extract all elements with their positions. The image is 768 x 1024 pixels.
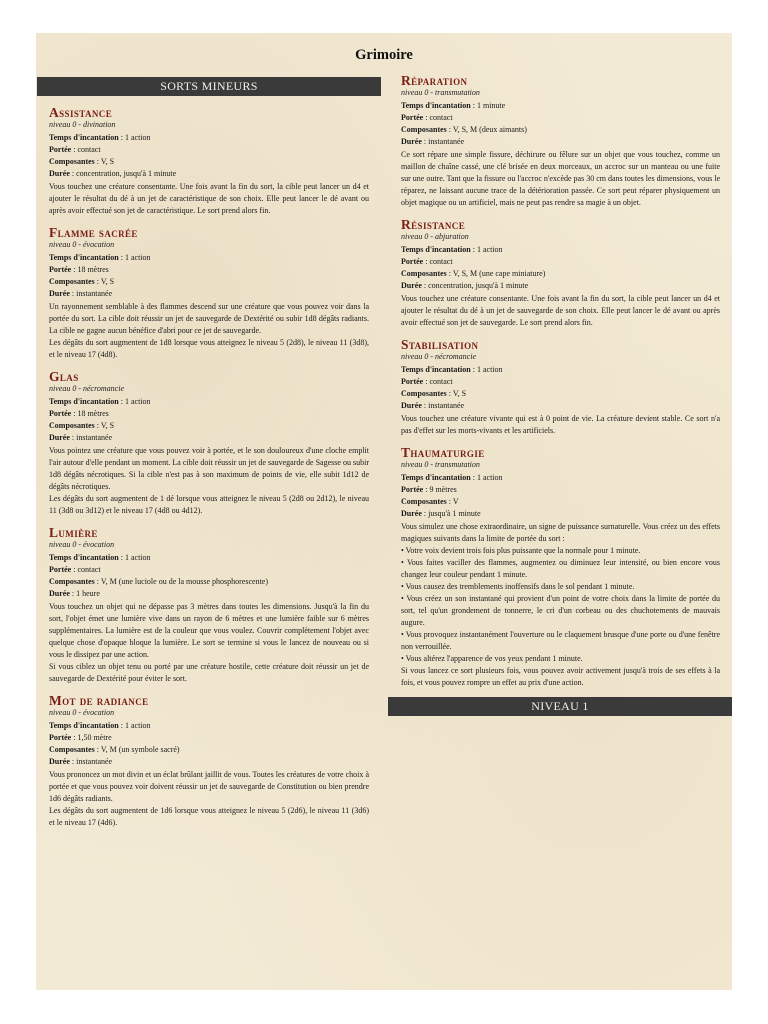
spell-components-value: V, S: [100, 157, 115, 166]
spell-duration: Durée : instantanée: [49, 757, 113, 766]
spell-components: Composantes : V, M (un symbole sacré): [49, 745, 180, 754]
spell-duration-label: Durée: [49, 169, 70, 178]
spell-duration-label: Durée: [49, 433, 70, 442]
spell-range: Portée : contact: [401, 113, 453, 122]
spell-components: Composantes : V, S: [401, 389, 467, 398]
spell-components-value: V, M (une luciole ou de la mousse phosphorescente): [100, 577, 269, 586]
spell-school: niveau 0 - évocation: [49, 708, 115, 717]
spell-description-paragraph: • Vous causez des tremblements inoffensifs dans le sol pendant 1 minute.: [401, 582, 635, 591]
spell-description: [401, 413, 720, 437]
spell-components: Composantes : V: [401, 497, 459, 506]
spell-name: Glas: [49, 369, 79, 384]
spell-range: Portée : 18 mètres: [49, 409, 109, 418]
spell-range-label: Portée: [49, 565, 72, 574]
spell-components-label: Composantes: [401, 497, 447, 506]
spell-entry: [37, 693, 381, 829]
spell-range: Portée : 18 mètres: [49, 265, 109, 274]
grimoire-page: [36, 33, 732, 990]
spell-school: niveau 0 - nécromancie: [401, 352, 477, 361]
spell-casting-time: Temps d'incantation : 1 action: [401, 473, 503, 482]
section-banner-sorts-mineurs: SORTS MINEURS: [37, 77, 381, 96]
spell-school: niveau 0 - nécromancie: [49, 384, 125, 393]
spell-name: Lumière: [49, 525, 98, 540]
spell-range-label: Portée: [401, 257, 424, 266]
spell-casting-time-value: 1 action: [476, 245, 503, 254]
spell-name: Stabilisation: [401, 337, 479, 352]
spell-casting-time: Temps d'incantation : 1 action: [401, 365, 503, 374]
spell-description: [49, 445, 369, 517]
spell-description: [49, 301, 369, 361]
spell-duration-value: jusqu'à 1 minute: [428, 509, 481, 518]
spell-entry: [37, 369, 381, 517]
spell-components-label: Composantes: [49, 745, 95, 754]
spell-components-value: V, S: [452, 389, 467, 398]
spell-description: [401, 149, 720, 209]
spell-duration-label: Durée: [49, 589, 70, 598]
spell-components-value: V: [452, 497, 459, 506]
spell-casting-time-value: 1 action: [124, 553, 151, 562]
spell-components-label: Composantes: [49, 577, 95, 586]
spell-description: [401, 521, 720, 689]
page-title: Grimoire: [355, 47, 413, 63]
spell-components: Composantes : V, S, M (une cape miniature): [401, 269, 546, 278]
spell-components: Composantes : V, S, M (deux aimants): [401, 125, 527, 134]
spell-description-paragraph: Vous simulez une chose extraordinaire, un signe de puissance surnaturelle. Vous créez un des effets magiques suivants dans la limite de portée du sort :: [401, 522, 720, 543]
spell-range-value: contact: [429, 377, 453, 386]
spell-range-value: contact: [77, 565, 101, 574]
spell-casting-time-value: 1 action: [124, 397, 151, 406]
left-spell-list: [37, 105, 381, 829]
spell-components: Composantes : V, S: [49, 277, 115, 286]
spell-duration-value: instantanée: [76, 757, 113, 766]
spell-range: Portée : contact: [49, 145, 101, 154]
spell-description: [49, 601, 369, 685]
spell-description-paragraph: • Vous créez un son instantané qui provient d'un point de votre choix dans la limite de portée du sort, tel qu'un grondement de tonnerre, le cri d'un corbeau ou des chuchotements de mauvais augure.: [401, 594, 720, 627]
spell-duration: Durée : instantanée: [401, 137, 465, 146]
spell-description: [401, 293, 720, 329]
spell-casting-time-value: 1 action: [476, 473, 503, 482]
spell-duration-value: instantanée: [76, 433, 113, 442]
spell-components-value: V, S, M (une cape miniature): [452, 269, 546, 278]
spell-description-paragraph: • Vous altérez l'apparence de vos yeux pendant 1 minute.: [401, 654, 583, 663]
spell-school: niveau 0 - évocation: [49, 240, 115, 249]
spell-range: Portée : 9 mètres: [401, 485, 457, 494]
spell-duration: Durée : concentration, jusqu'à 1 minute: [401, 281, 529, 290]
spell-casting-time-label: Temps d'incantation: [401, 245, 471, 254]
spell-duration: Durée : instantanée: [49, 289, 113, 298]
spell-name: Résistance: [401, 217, 466, 232]
spell-casting-time-label: Temps d'incantation: [49, 721, 119, 730]
spell-range: Portée : contact: [401, 377, 453, 386]
spell-range-value: 1,50 mètre: [77, 733, 112, 742]
spell-casting-time: Temps d'incantation : 1 action: [49, 721, 151, 730]
spell-entry: [388, 217, 732, 329]
spell-components-value: V, S, M (deux aimants): [452, 125, 527, 134]
spell-duration-value: instantanée: [428, 401, 465, 410]
spell-school: niveau 0 - transmutation: [401, 88, 480, 97]
spell-components: Composantes : V, S: [49, 157, 115, 166]
spell-components-label: Composantes: [49, 157, 95, 166]
spell-range-label: Portée: [49, 733, 72, 742]
spell-name: Flamme sacrée: [49, 225, 138, 240]
spell-school: niveau 0 - divination: [49, 120, 116, 129]
spell-entry: [388, 337, 732, 437]
spell-entry: [388, 445, 732, 689]
spell-casting-time-value: 1 action: [124, 253, 151, 262]
spell-duration-value: instantanée: [76, 289, 113, 298]
spell-casting-time: Temps d'incantation : 1 minute: [401, 101, 506, 110]
spell-range: Portée : contact: [401, 257, 453, 266]
left-column: [37, 77, 381, 837]
spell-description-paragraph: Un rayonnement semblable à des flammes descend sur une créature que vous pouvez voir dans la portée du sort. La cible doit réussir un jet de sauvegarde de Dextérité ou subir 1d8 dégâts radiants. La cible ne gagne aucun bénéfice d'abri pour ce jet de sauvegarde.: [49, 302, 369, 335]
spell-range-label: Portée: [49, 265, 72, 274]
spell-casting-time-label: Temps d'incantation: [49, 397, 119, 406]
spell-duration-label: Durée: [49, 289, 70, 298]
spell-duration-value: instantanée: [428, 137, 465, 146]
spell-duration-value: concentration, jusqu'à 1 minute: [428, 281, 529, 290]
spell-components-label: Composantes: [401, 125, 447, 134]
right-column: [388, 73, 732, 725]
spell-name: Assistance: [49, 105, 113, 120]
spell-range-label: Portée: [49, 145, 72, 154]
spell-school: niveau 0 - abjuration: [401, 232, 469, 241]
spell-description-paragraph: Vous touchez une créature vivante qui est à 0 point de vie. La créature devient stable. Ce sort n'a pas d'effet sur les morts-vivants et les artificiels.: [401, 414, 720, 435]
spell-components-label: Composantes: [49, 421, 95, 430]
spell-description-paragraph: Vous prononcez un mot divin et un éclat brûlant jaillit de vous. Toutes les créatures de votre choix à portée et que vous pouvez voir doivent réussir un jet de sauvegarde de Constitution ou bien prendre 1d6 dégâts radiants.: [49, 770, 369, 803]
spell-duration: Durée : jusqu'à 1 minute: [401, 509, 481, 518]
spell-casting-time-label: Temps d'incantation: [401, 101, 471, 110]
spell-duration-label: Durée: [49, 757, 70, 766]
spell-name: Thaumaturgie: [401, 445, 485, 460]
spell-description-paragraph: • Vous faites vaciller des flammes, augmentez ou diminuez leur intensité, ou bien encore vous changez leur couleur pendant 1 minute.: [401, 558, 720, 579]
spell-description: [49, 181, 369, 217]
spell-description-paragraph: Vous pointez une créature que vous pouvez voir à portée, et le son douloureux d'une cloche emplit l'air autour d'elle pendant un moment. La cible doit réussir un jet de sauvegarde de Sagesse ou subir 1d8 dégâts nécrotiques. Si la cible n'est pas à son maximum de points de vie, elle subit 1d12 de dégâts nécrotiques.: [49, 446, 369, 491]
spell-casting-time-label: Temps d'incantation: [49, 133, 119, 142]
spell-range-value: contact: [77, 145, 101, 154]
spell-description-paragraph: Les dégâts du sort augmentent de 1d6 lorsque vous atteignez le niveau 5 (2d6), le niveau 11 (3d6) et le niveau 17 (4d6).: [49, 806, 369, 827]
spell-casting-time-label: Temps d'incantation: [401, 365, 471, 374]
spell-description-paragraph: Vous touchez une créature consentante. Une fois avant la fin du sort, la cible peut lancer un d4 et ajouter le résultat du dé à un jet de sauvegarde de son choix. Elle peut lancer le dé avant ou après avoir effectué son jet de sauvegarde. Le sort prend alors fin.: [401, 294, 720, 327]
spell-range-value: 18 mètres: [77, 265, 109, 274]
section-banner-niveau-1: NIVEAU 1: [388, 697, 732, 716]
spell-casting-time-label: Temps d'incantation: [401, 473, 471, 482]
spell-range-label: Portée: [49, 409, 72, 418]
spell-duration-label: Durée: [401, 281, 422, 290]
spell-duration-label: Durée: [401, 509, 422, 518]
spell-duration-label: Durée: [401, 137, 422, 146]
spell-description-paragraph: Les dégâts du sort augmentent de 1d8 lorsque vous atteignez le niveau 5 (2d8), le niveau 11 (3d8), et le niveau 17 (4d8).: [49, 338, 369, 359]
spell-entry: [37, 105, 381, 217]
spell-range-value: contact: [429, 257, 453, 266]
spell-range-value: 9 mètres: [429, 485, 457, 494]
spell-casting-time: Temps d'incantation : 1 action: [401, 245, 503, 254]
right-spell-list: [388, 73, 732, 689]
spell-entry: [37, 225, 381, 361]
spell-casting-time-value: 1 action: [476, 365, 503, 374]
spell-casting-time-label: Temps d'incantation: [49, 253, 119, 262]
spell-name: Réparation: [401, 73, 468, 88]
spell-school: niveau 0 - évocation: [49, 540, 115, 549]
spell-duration: Durée : instantanée: [49, 433, 113, 442]
spell-range-label: Portée: [401, 485, 424, 494]
spell-duration: Durée : concentration, jusqu'à 1 minute: [49, 169, 177, 178]
spell-range: Portée : contact: [49, 565, 101, 574]
spell-range: Portée : 1,50 mètre: [49, 733, 112, 742]
spell-components: Composantes : V, M (une luciole ou de la mousse phosphorescente): [49, 577, 269, 586]
spell-components-value: V, S: [100, 421, 115, 430]
spell-components: Composantes : V, S: [49, 421, 115, 430]
spell-description-paragraph: • Votre voix devient trois fois plus puissante que la normale pour 1 minute.: [401, 546, 641, 555]
spell-casting-time-value: 1 action: [124, 721, 151, 730]
spell-casting-time: Temps d'incantation : 1 action: [49, 253, 151, 262]
spell-duration-value: concentration, jusqu'à 1 minute: [76, 169, 177, 178]
spell-description-paragraph: Ce sort répare une simple fissure, déchirure ou fêlure sur un objet que vous touchez, comme un maillon de chaîne cassé, une clé brisée en deux morceaux, un accroc sur un manteau ou une fuite sur une outre. Tant que la fissure ou l'accroc n'excède pas 30 cm dans toutes les dimensions, vous le réparez, ne laissant aucune trace de la détérioration passée. Ce sort peut réparer physiquement un objet magique ou un artificiel, mais ne peut pas rendre sa magie à un objet.: [401, 150, 720, 207]
spell-description-paragraph: Si vous ciblez un objet tenu ou porté par une créature hostile, cette créature doit réussir un jet de sauvegarde de Dextérité pour éviter le sort.: [49, 662, 369, 683]
spell-school: niveau 0 - transmutation: [401, 460, 480, 469]
spell-duration: Durée : instantanée: [401, 401, 465, 410]
spell-name: Mot de radiance: [49, 693, 149, 708]
spell-casting-time: Temps d'incantation : 1 action: [49, 553, 151, 562]
spell-range-label: Portée: [401, 113, 424, 122]
spell-duration-value: 1 heure: [76, 589, 100, 598]
spell-range-value: 18 mètres: [77, 409, 109, 418]
spell-description: [49, 769, 369, 829]
spell-description-paragraph: Les dégâts du sort augmentent de 1 dé lorsque vous atteignez le niveau 5 (2d8 ou 2d12), le niveau 11 (3d8 ou 3d12) et le niveau 17 (4d8 ou 4d12).: [49, 494, 369, 515]
spell-components-label: Composantes: [401, 269, 447, 278]
spell-range-value: contact: [429, 113, 453, 122]
spell-description-paragraph: Vous touchez une créature consentante. Une fois avant la fin du sort, la cible peut lancer un d4 et ajouter le résultat du dé à un jet de caractéristique de son choix. Elle peut lancer le dé avant ou après avoir effectué son jet de caractéristique. Le sort prend alors fin.: [49, 182, 369, 215]
spell-components-value: V, S: [100, 277, 115, 286]
spell-range-label: Portée: [401, 377, 424, 386]
spell-components-label: Composantes: [49, 277, 95, 286]
spell-casting-time-value: 1 action: [124, 133, 151, 142]
spell-entry: [37, 525, 381, 685]
spell-components-value: V, M (un symbole sacré): [100, 745, 180, 754]
spell-casting-time: Temps d'incantation : 1 action: [49, 133, 151, 142]
spell-duration-label: Durée: [401, 401, 422, 410]
spell-casting-time-label: Temps d'incantation: [49, 553, 119, 562]
spell-casting-time: Temps d'incantation : 1 action: [49, 397, 151, 406]
spell-description-paragraph: Vous touchez un objet qui ne dépasse pas 3 mètres dans toutes les dimensions. Jusqu'à la fin du sort, l'objet émet une lumière vive dans un rayon de 6 mètres et une lumière faible sur 6 mètres supplémentaires. La lumière est de la couleur que vous voulez. Couvrir complètement l'objet avec quelque chose d'opaque bloque la lumière. Le sort se termine si vous le lancez de nouveau ou si vous le dissipez par une action.: [49, 602, 369, 659]
spell-entry: [388, 73, 732, 209]
spell-description-paragraph: • Vous provoquez instantanément l'ouverture ou le claquement brusque d'une porte ou d'une fenêtre non verrouillée.: [401, 630, 720, 651]
spell-description-paragraph: Si vous lancez ce sort plusieurs fois, vous pouvez avoir activement jusqu'à trois de ses effets à la fois, et vous pouvez rompre un effet au prix d'une action.: [401, 666, 720, 687]
spell-casting-time-value: 1 minute: [476, 101, 506, 110]
spell-components-label: Composantes: [401, 389, 447, 398]
spell-duration: Durée : 1 heure: [49, 589, 100, 598]
